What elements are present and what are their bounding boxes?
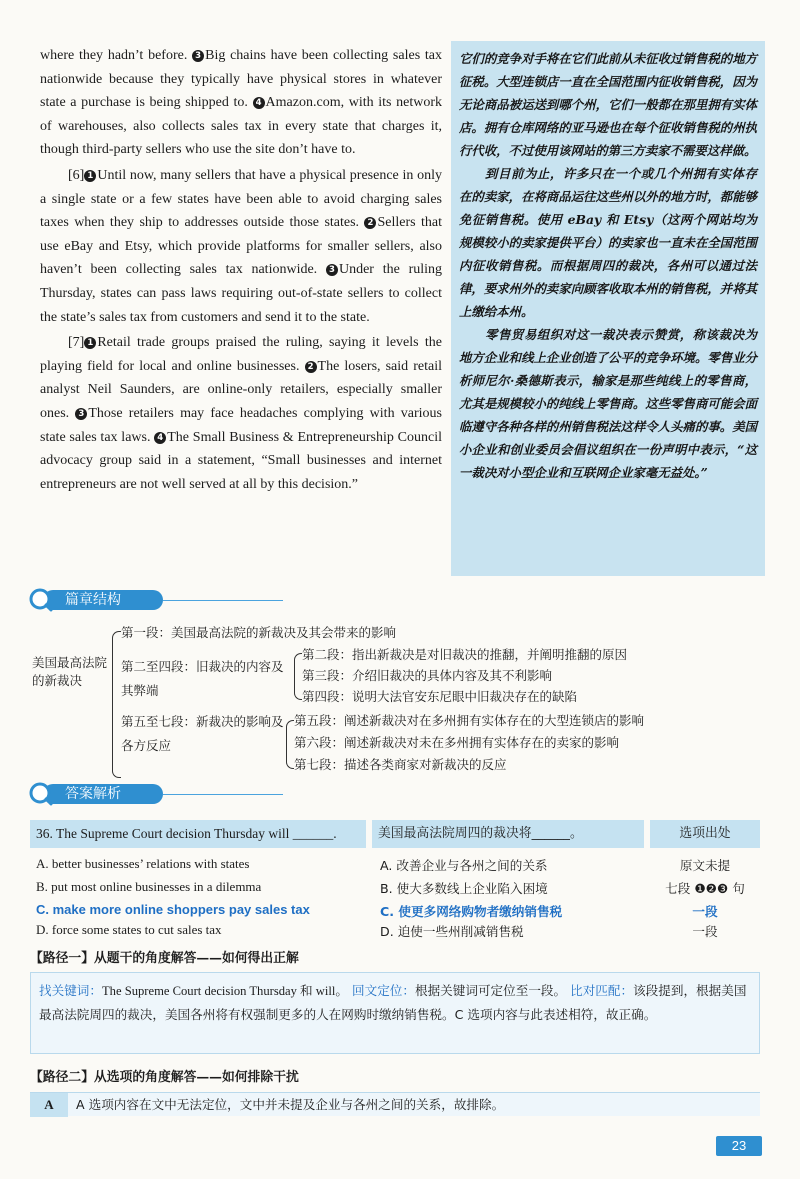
p5-sentence-3: Big chains have been collecting sales tax nationwide because they typically have physical stores in whatever state a purchase is being shipped to. bbox=[40, 48, 443, 111]
option-c-en-correct: C. make more online shoppers pay sales tax bbox=[36, 902, 310, 917]
magnifier-icon bbox=[29, 588, 53, 612]
brace-branch-2 bbox=[294, 653, 302, 700]
p7-sentence-3: Those retailers may face headaches complying with various state sales tax laws. bbox=[40, 405, 442, 445]
keyword-text: The Supreme Court decision Thursday 和 will。 bbox=[101, 984, 348, 998]
translation-paragraph-5: 它们的竞争对手将在它们此前从未征收过销售税的地方征税。大型连锁店一直在全国范围内征收销售税，因为无论商品被运送到哪个州，它们一般都在那里拥有实体店。拥有仓库网络的亚马逊也在每个征收销售税的州执行代收，不过使用该网站的第三方卖家不需要这样做。 bbox=[459, 51, 757, 158]
p7-sentence-4: The Small Business & Entrepreneurship Council advocacy group said in a statement, “Small businesses and internet entrepreneurs are not well served at all by this decision.” bbox=[40, 429, 442, 492]
locate-text: 根据关键词可定位至一段。 bbox=[414, 983, 567, 998]
sentence-marker: 2 bbox=[364, 217, 376, 229]
path-1-title: 【路径一】从题干的角度解答——如何得出正解 bbox=[30, 951, 299, 966]
match-label: 比对匹配： bbox=[570, 983, 634, 998]
translation-paragraph-7: 零售贸易组织对这一裁决表示赞赏，称该裁决为地方企业和线上企业创造了公平的竞争环境。零售业分析师尼尔·桑德斯表示，输家是那些纯线上的零售商，尤其是规模较小的纯线上零售商。这些零售商可能会面临遵守各种各样的州销售税法这样令人头痛的事。美国小企业和创业委员会倡议组织在一份声明中表示，“这一裁决对小型企业和互联网企业家毫无益处。” bbox=[459, 327, 757, 480]
tree-branch-2-1: 第二段：指出新裁决是对旧裁决的推翻，并阐明推翻的原因 bbox=[302, 647, 628, 662]
tree-branch-2-2: 第三段：介绍旧裁决的具体内容及其不利影响 bbox=[302, 668, 553, 683]
path-2-box bbox=[30, 1092, 760, 1116]
match-text: 该段提到，根据美国最高法院周四的裁决，美国各州将有权强制更多的人在网购时缴纳销售税。C 选项内容与此表述相符，故正确。 bbox=[39, 983, 747, 1022]
page-number: 23 bbox=[716, 1136, 762, 1156]
option-b-en: B. put most online businesses in a dilemma bbox=[36, 879, 262, 894]
path-2-title: 【路径二】从选项的角度解答——如何排除干扰 bbox=[30, 1070, 299, 1085]
section-title: 篇章结构 bbox=[43, 590, 163, 610]
tree-branch-2: 第二至四段：旧裁决的内容及其弊端 bbox=[121, 659, 284, 698]
keyword-label: 找关键词： bbox=[39, 983, 102, 998]
p5-fragment: where they hadn’t before. bbox=[40, 48, 188, 63]
section-title: 答案解析 bbox=[43, 784, 163, 804]
p6-sentence-3: Under the ruling Thursday, states can pass laws requiring out-of-state sellers to collect the state’s sales tax from customers and send it to the state. bbox=[40, 262, 443, 325]
option-a-source: 原文未提 bbox=[679, 858, 731, 873]
translation-paragraph-6: 到目前为止，许多只在一个或几个州拥有实体存在的卖家，在将商品运往这些州以外的地方时，都能够免征销售税。使用 eBay 和 Etsy（这两个网站均为规模较小的卖家提供平台）的卖家也一直未在全国范围内征收销售税。而根据周四的裁决，各州可以通过法律，要求州外的卖家向顾客收取本州的销售税，并将其上缴给本州。 bbox=[459, 166, 757, 319]
sentence-marker: 1 bbox=[84, 170, 96, 182]
chinese-translation-box bbox=[451, 41, 765, 576]
paragraph-label: [7] bbox=[68, 335, 85, 351]
p7-sentence-1: Retail trade groups praised the ruling, saying it levels the playing field for local and online businesses. bbox=[40, 335, 442, 374]
tree-root: 美国最高法院的新裁决 bbox=[32, 655, 108, 688]
sentence-marker: 3 bbox=[326, 264, 338, 276]
brace-branch-3 bbox=[286, 720, 294, 769]
paragraph-5-continued bbox=[40, 44, 442, 162]
tree-branch-3-1: 第五段：阐述新裁决对在多州拥有实体存在的大型连锁店的影响 bbox=[294, 713, 645, 728]
brace-root bbox=[112, 631, 121, 778]
sentence-marker: 1 bbox=[84, 337, 96, 349]
option-d-en: D. force some states to cut sales tax bbox=[36, 922, 222, 937]
option-c-cn-correct: C. 使更多网络购物者缴纳销售税 bbox=[380, 904, 563, 919]
path-2-text: A 选项内容在文中无法定位，文中并未提及企业与各州之间的关系，故排除。 bbox=[76, 1097, 505, 1112]
paragraph-7 bbox=[40, 331, 442, 496]
question-source-header: 选项出处 bbox=[650, 820, 760, 848]
p7-sentence-2: The losers, said retail analyst Neil Saunders, are online-only retailers, especially smaller ones. bbox=[40, 358, 442, 421]
tree-branch-3-3: 第七段：描述各类商家对新裁决的反应 bbox=[294, 757, 507, 772]
paragraph-6 bbox=[40, 164, 442, 329]
option-a-cn: A. 改善企业与各州之间的关系 bbox=[380, 858, 548, 873]
question-english: 36. The Supreme Court decision Thursday will ______. bbox=[30, 820, 366, 848]
question-chinese: 美国最高法院周四的裁决将______。 bbox=[372, 820, 644, 848]
sentence-marker: 4 bbox=[154, 432, 166, 444]
option-d-source: 一段 bbox=[692, 924, 718, 939]
p6-sentence-2: Sellers that use eBay and Etsy, which provide platforms for smaller sellers, also haven’t been collecting sales tax nationwide. bbox=[40, 215, 442, 278]
tree-branch-3-2: 第六段：阐述新裁决对未在多州拥有实体存在的卖家的影响 bbox=[294, 735, 620, 750]
option-b-source: 七段 ❶❷❸ 句 bbox=[665, 881, 745, 896]
magnifier-icon bbox=[29, 782, 53, 806]
path-1-box bbox=[30, 972, 760, 1054]
paragraph-label: [6] bbox=[68, 167, 85, 183]
sentence-marker: 3 bbox=[75, 408, 87, 420]
p6-sentence-1: Until now, many sellers that have a physical presence in only a single state or a few states have been able to avoid charging sales taxes when they ship to addresses outside those states. bbox=[40, 167, 442, 231]
sentence-marker: 2 bbox=[305, 361, 317, 373]
tree-branch-2-3: 第四段：说明大法官安东尼眼中旧裁决存在的缺陷 bbox=[302, 689, 578, 704]
sentence-marker: 4 bbox=[253, 97, 265, 109]
header-rule bbox=[163, 600, 283, 601]
option-label: A bbox=[30, 1093, 68, 1117]
option-c-source: 一段 bbox=[692, 904, 718, 919]
tree-branch-1: 第一段：美国最高法院的新裁决及其会带来的影响 bbox=[121, 625, 397, 640]
sentence-marker: 3 bbox=[192, 50, 204, 62]
locate-label: 回文定位： bbox=[352, 983, 415, 998]
option-a-en: A. better businesses’ relations with states bbox=[36, 856, 250, 871]
header-rule bbox=[163, 794, 283, 795]
p5-sentence-4: Amazon.com, with its network of warehouses, also collects sales tax in every state that charges it, though third-party sellers who use the site don’t have to. bbox=[40, 95, 443, 158]
english-passage bbox=[40, 44, 442, 496]
option-d-cn: D. 迫使一些州削减销售税 bbox=[380, 924, 524, 939]
tree-branch-3: 第五至七段：新裁决的影响及各方反应 bbox=[121, 714, 284, 753]
question-header-row bbox=[30, 820, 760, 848]
option-b-cn: B. 使大多数线上企业陷入困境 bbox=[380, 881, 548, 896]
